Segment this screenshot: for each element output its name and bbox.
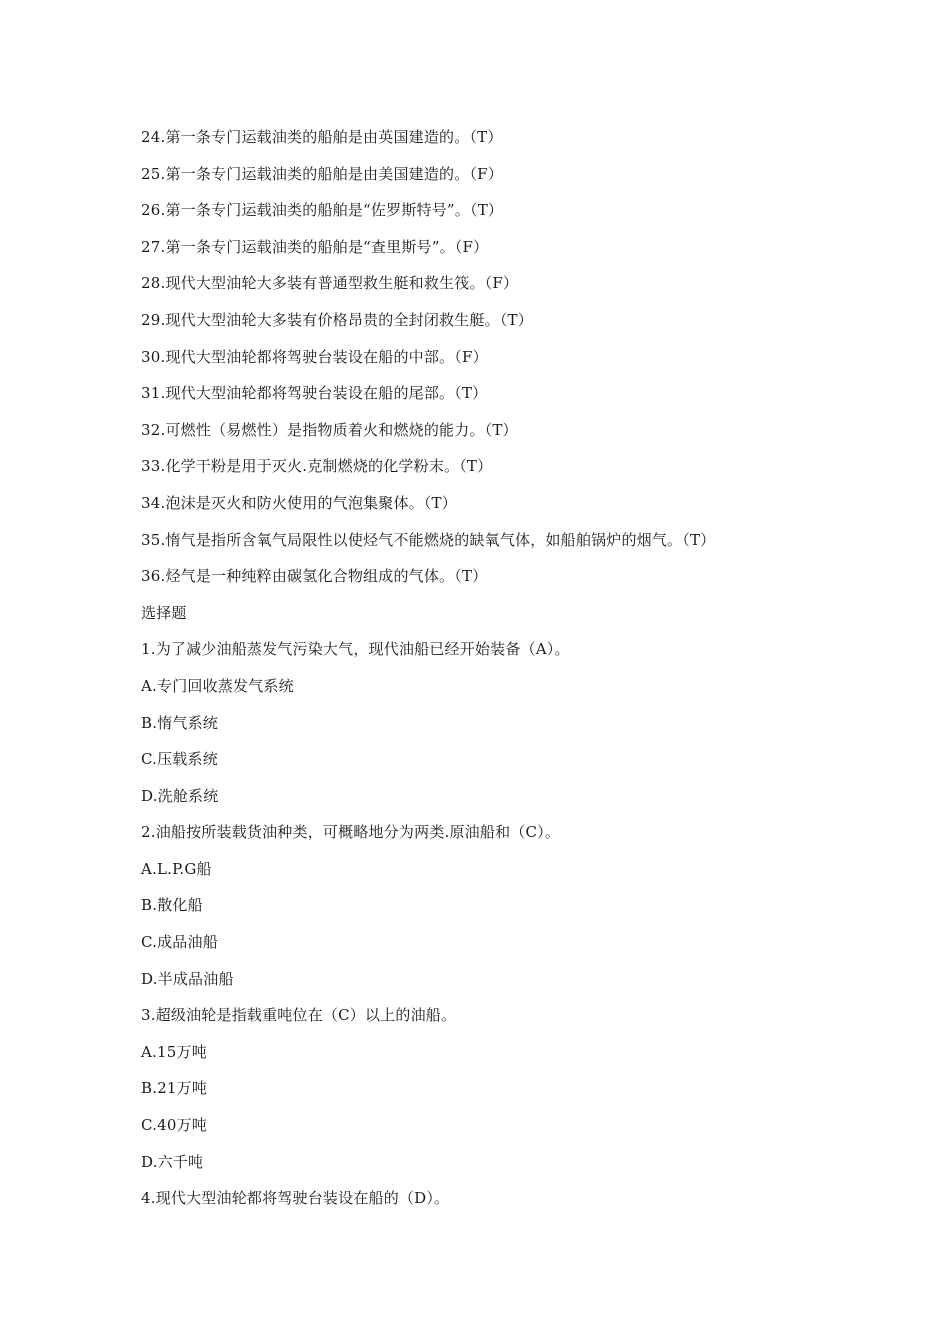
- question-4: 4.现代大型油轮都将驾驶台装设在船的（D）。: [141, 1189, 450, 1208]
- statement-31: 31.现代大型油轮都将驾驶台装设在船的尾部。（T）: [141, 384, 488, 403]
- question-3-option-c: C.40万吨: [141, 1116, 207, 1135]
- statement-26: 26.第一条专门运载油类的船舶是“佐罗斯特号”。（T）: [141, 201, 504, 220]
- question-2-option-b: B.散化船: [141, 896, 203, 915]
- question-1-option-c: C.压载系统: [141, 750, 218, 769]
- statement-28: 28.现代大型油轮大多装有普通型救生艇和救生筏。（F）: [141, 274, 519, 293]
- question-2-option-a: A.L.P.G船: [141, 859, 212, 878]
- statement-36: 36.烃气是一种纯粹由碳氢化合物组成的气体。（T）: [141, 567, 488, 586]
- section-heading: 选择题: [141, 603, 187, 622]
- question-2-option-d: D.半成品油船: [141, 969, 234, 988]
- question-3: 3.超级油轮是指载重吨位在（C）以上的油船。: [141, 1006, 457, 1025]
- statement-25: 25.第一条专门运载油类的船舶是由美国建造的。（F）: [141, 164, 503, 183]
- question-1-option-a: A.专门回收蒸发气系统: [141, 676, 294, 695]
- question-2: 2.油船按所装载货油种类，可概略地分为两类.原油船和（C）。: [141, 823, 561, 842]
- question-1-option-d: D.洗舱系统: [141, 786, 219, 805]
- question-1: 1.为了减少油船蒸发气污染大气，现代油船已经开始装备（A）。: [141, 640, 570, 659]
- question-3-option-b: B.21万吨: [141, 1079, 208, 1098]
- document-body: [141, 124, 841, 1222]
- question-1-option-b: B.惰气系统: [141, 713, 218, 732]
- statement-32: 32.可燃性（易燃性）是指物质着火和燃烧的能力。（T）: [141, 420, 518, 439]
- question-3-option-d: D.六千吨: [141, 1152, 204, 1171]
- statement-27: 27.第一条专门运载油类的船舶是“查里斯号”。（F）: [141, 237, 489, 256]
- statement-34: 34.泡沫是灭火和防火使用的气泡集聚体。（T）: [141, 493, 457, 512]
- question-3-option-a: A.15万吨: [141, 1042, 207, 1061]
- statement-30: 30.现代大型油轮都将驾驶台装设在船的中部。（F）: [141, 347, 488, 366]
- statement-35: 35.惰气是指所含氧气局限性以使烃气不能燃烧的缺氧气体，如船舶锅炉的烟气。（T）: [141, 530, 716, 549]
- statement-29: 29.现代大型油轮大多装有价格昂贵的全封闭救生艇。（T）: [141, 310, 533, 329]
- statement-24: 24.第一条专门运载油类的船舶是由英国建造的。（T）: [141, 128, 503, 146]
- statement-33: 33.化学干粉是用于灭火.克制燃烧的化学粉末。（T）: [141, 457, 493, 476]
- question-2-option-c: C.成品油船: [141, 933, 218, 952]
